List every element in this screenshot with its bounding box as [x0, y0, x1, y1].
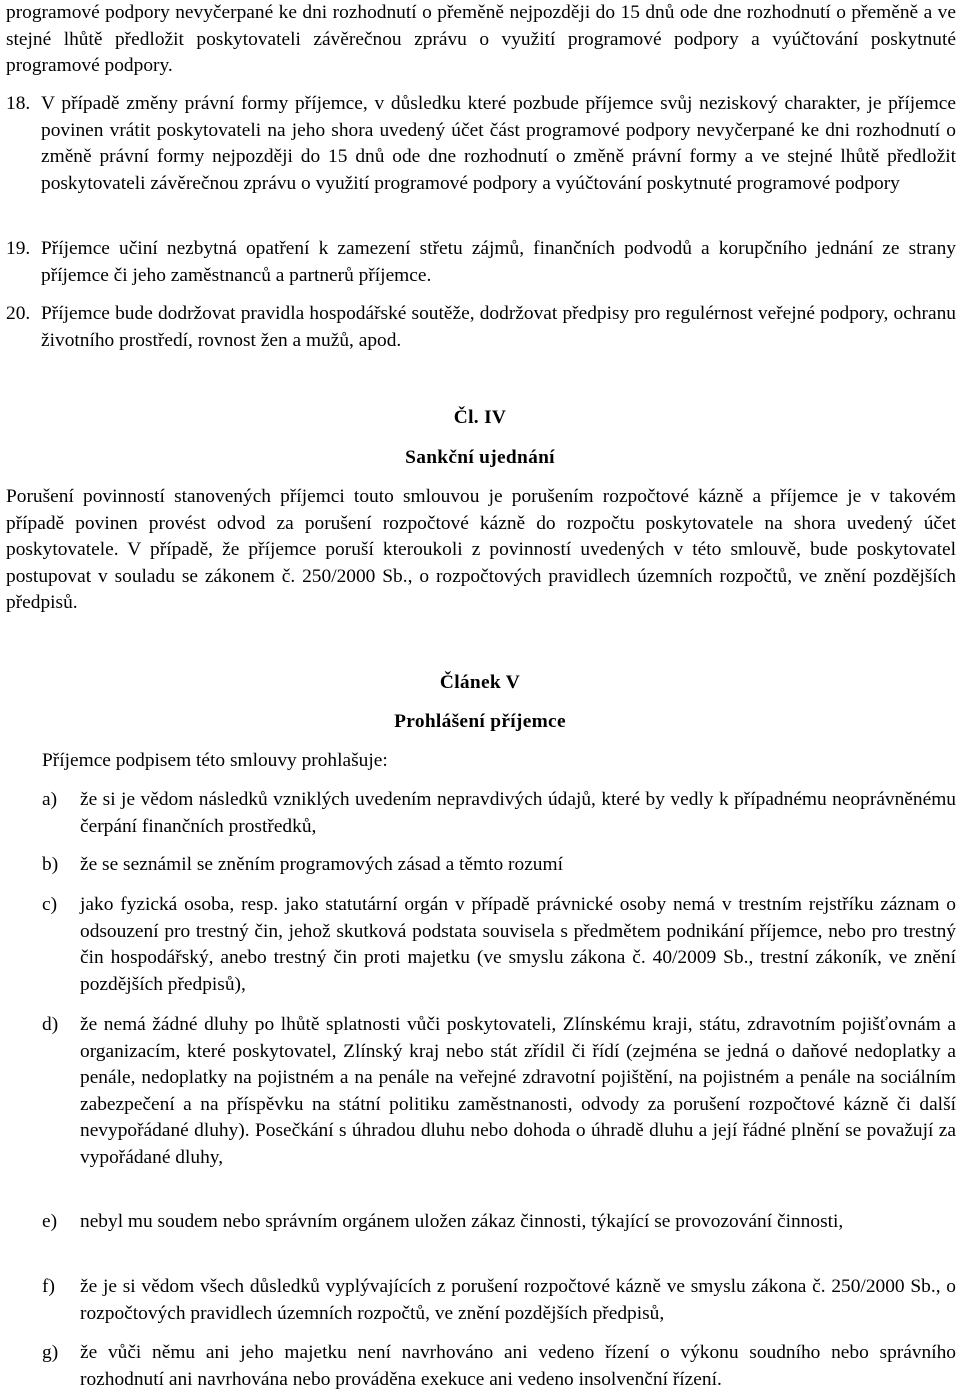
paragraph-continuation: programové podpory nevyčerpané ke dni rozhodnutí o přeměně nejpozději do 15 dnů ode dne rozhodnutí o přeměně a ve stejné lhůtě předložit poskytovateli závěrečnou zprávu o využití programové podpory a vyúčtování poskytnuté programové podpory.: [6, 2, 956, 76]
article-5-intro: Příjemce podpisem této smlouvy prohlašuje:: [42, 750, 388, 771]
item-c-letter: c): [42, 894, 58, 915]
item-a-text: že si je vědom následků vzniklých uvedením nepravdivých údajů, které by vedly k případnému neoprávněnému čerpání finančních prostředků,: [80, 789, 956, 837]
item-d-text: že nemá žádné dluhy po lhůtě splatnosti vůči poskytovateli, Zlínskému kraji, státu, zdravotním pojišťovnám a organizacím, které poskytovatel, Zlínský kraj nebo stát zřídil či řídí (zejména se jedná o daňové nedoplatky a penále, nedoplatky na pojistném a na penále na veřejné zdravotní pojištění, na pojistném a penále na sociálním zabezpečení a na příspěvku na státní politiku zaměstnanosti, odvody za porušení rozpočtové kázně či další nevypořádané dluhy). Posečkání s úhradou dluhu nebo dohoda o úhradě dluhu a její řádné plnění se považují za vypořádané dluhy,: [80, 1014, 956, 1168]
point-19-number: 19.: [6, 238, 31, 259]
point-18-number: 18.: [6, 93, 31, 114]
item-b-letter: b): [42, 854, 59, 875]
item-c-text: jako fyzická osoba, resp. jako statutární orgán v případě právnické osoby nemá v trestním rejstříku záznam o odsouzení pro trestný čin, jehož skutková podstata souvisela s předmětem podnikání příjemce, nebo pro trestný čin hospodářský, anebo trestný čin proti majetku (ve smyslu zákona č. 40/2009 Sb., trestní zákoník, ve znění pozdějších předpisů),: [80, 894, 956, 995]
item-a-letter: a): [42, 789, 58, 810]
item-b-text: že se seznámil se zněním programových zásad a těmto rozumí: [80, 854, 563, 875]
item-d-letter: d): [42, 1014, 59, 1035]
item-g-text: že vůči němu ani jeho majetku není navrhováno ani vedeno řízení o výkonu soudního nebo správního rozhodnutí ani navrhována nebo prováděna exekuce ani vedeno insolvenční řízení.: [80, 1342, 956, 1390]
point-20-text: Příjemce bude dodržovat pravidla hospodářské soutěže, dodržovat předpisy pro regulérnost veřejné podpory, ochranu životního prostředí, rovnost žen a mužů, apod.: [41, 303, 956, 351]
article-5-subheading: Prohlášení příjemce: [394, 711, 566, 732]
article-5-heading: Článek V: [439, 672, 521, 693]
item-e-letter: e): [42, 1211, 58, 1232]
article-4-text: Porušení povinností stanovených příjemci touto smlouvou je porušením rozpočtové kázně a příjemce je v takovém případě povinen provést odvod za porušení rozpočtové kázně do rozpočtu poskytovatele na shora uvedený účet poskytovatele. V případě, že příjemce poruší kteroukoli z povinností uvedených v této smlouvě, bude poskytovatel postupovat v souladu se zákonem č. 250/2000 Sb., o rozpočtových pravidlech územních rozpočtů, ve znění pozdějších předpisů.: [6, 486, 956, 613]
item-f-letter: f): [42, 1276, 55, 1297]
item-f-text: že je si vědom všech důsledků vyplývajících z porušení rozpočtové kázně ve smyslu zákona č. 250/2000 Sb., o rozpočtových pravidlech územních rozpočtů, ve znění pozdějších předpisů,: [80, 1276, 956, 1324]
item-g-letter: g): [42, 1342, 59, 1363]
point-19-text: Příjemce učiní nezbytná opatření k zamezení střetu zájmů, finančních podvodů a korupčního jednání ze strany příjemce či jeho zaměstnanců a partnerů příjemce.: [41, 238, 956, 286]
point-20-number: 20.: [6, 303, 31, 324]
article-4-heading: Čl. IV: [453, 407, 507, 428]
point-18-text: V případě změny právní formy příjemce, v důsledku které pozbude příjemce svůj neziskový charakter, je příjemce povinen vrátit poskytovateli na jeho shora uvedený účet část programové podpory nevyčerpané ke dni rozhodnutí o změně právní formy nejpozději do 15 dnů ode dne rozhodnutí o změně právní formy a ve stejné lhůtě předložit poskytovateli závěrečnou zprávu o využití programové podpory a vyúčtování poskytnuté programové podpory: [41, 93, 956, 194]
article-4-subheading: Sankční ujednání: [405, 447, 555, 468]
item-e-text: nebyl mu soudem nebo správním orgánem uložen zákaz činnosti, týkající se provozování činnosti,: [80, 1211, 844, 1232]
